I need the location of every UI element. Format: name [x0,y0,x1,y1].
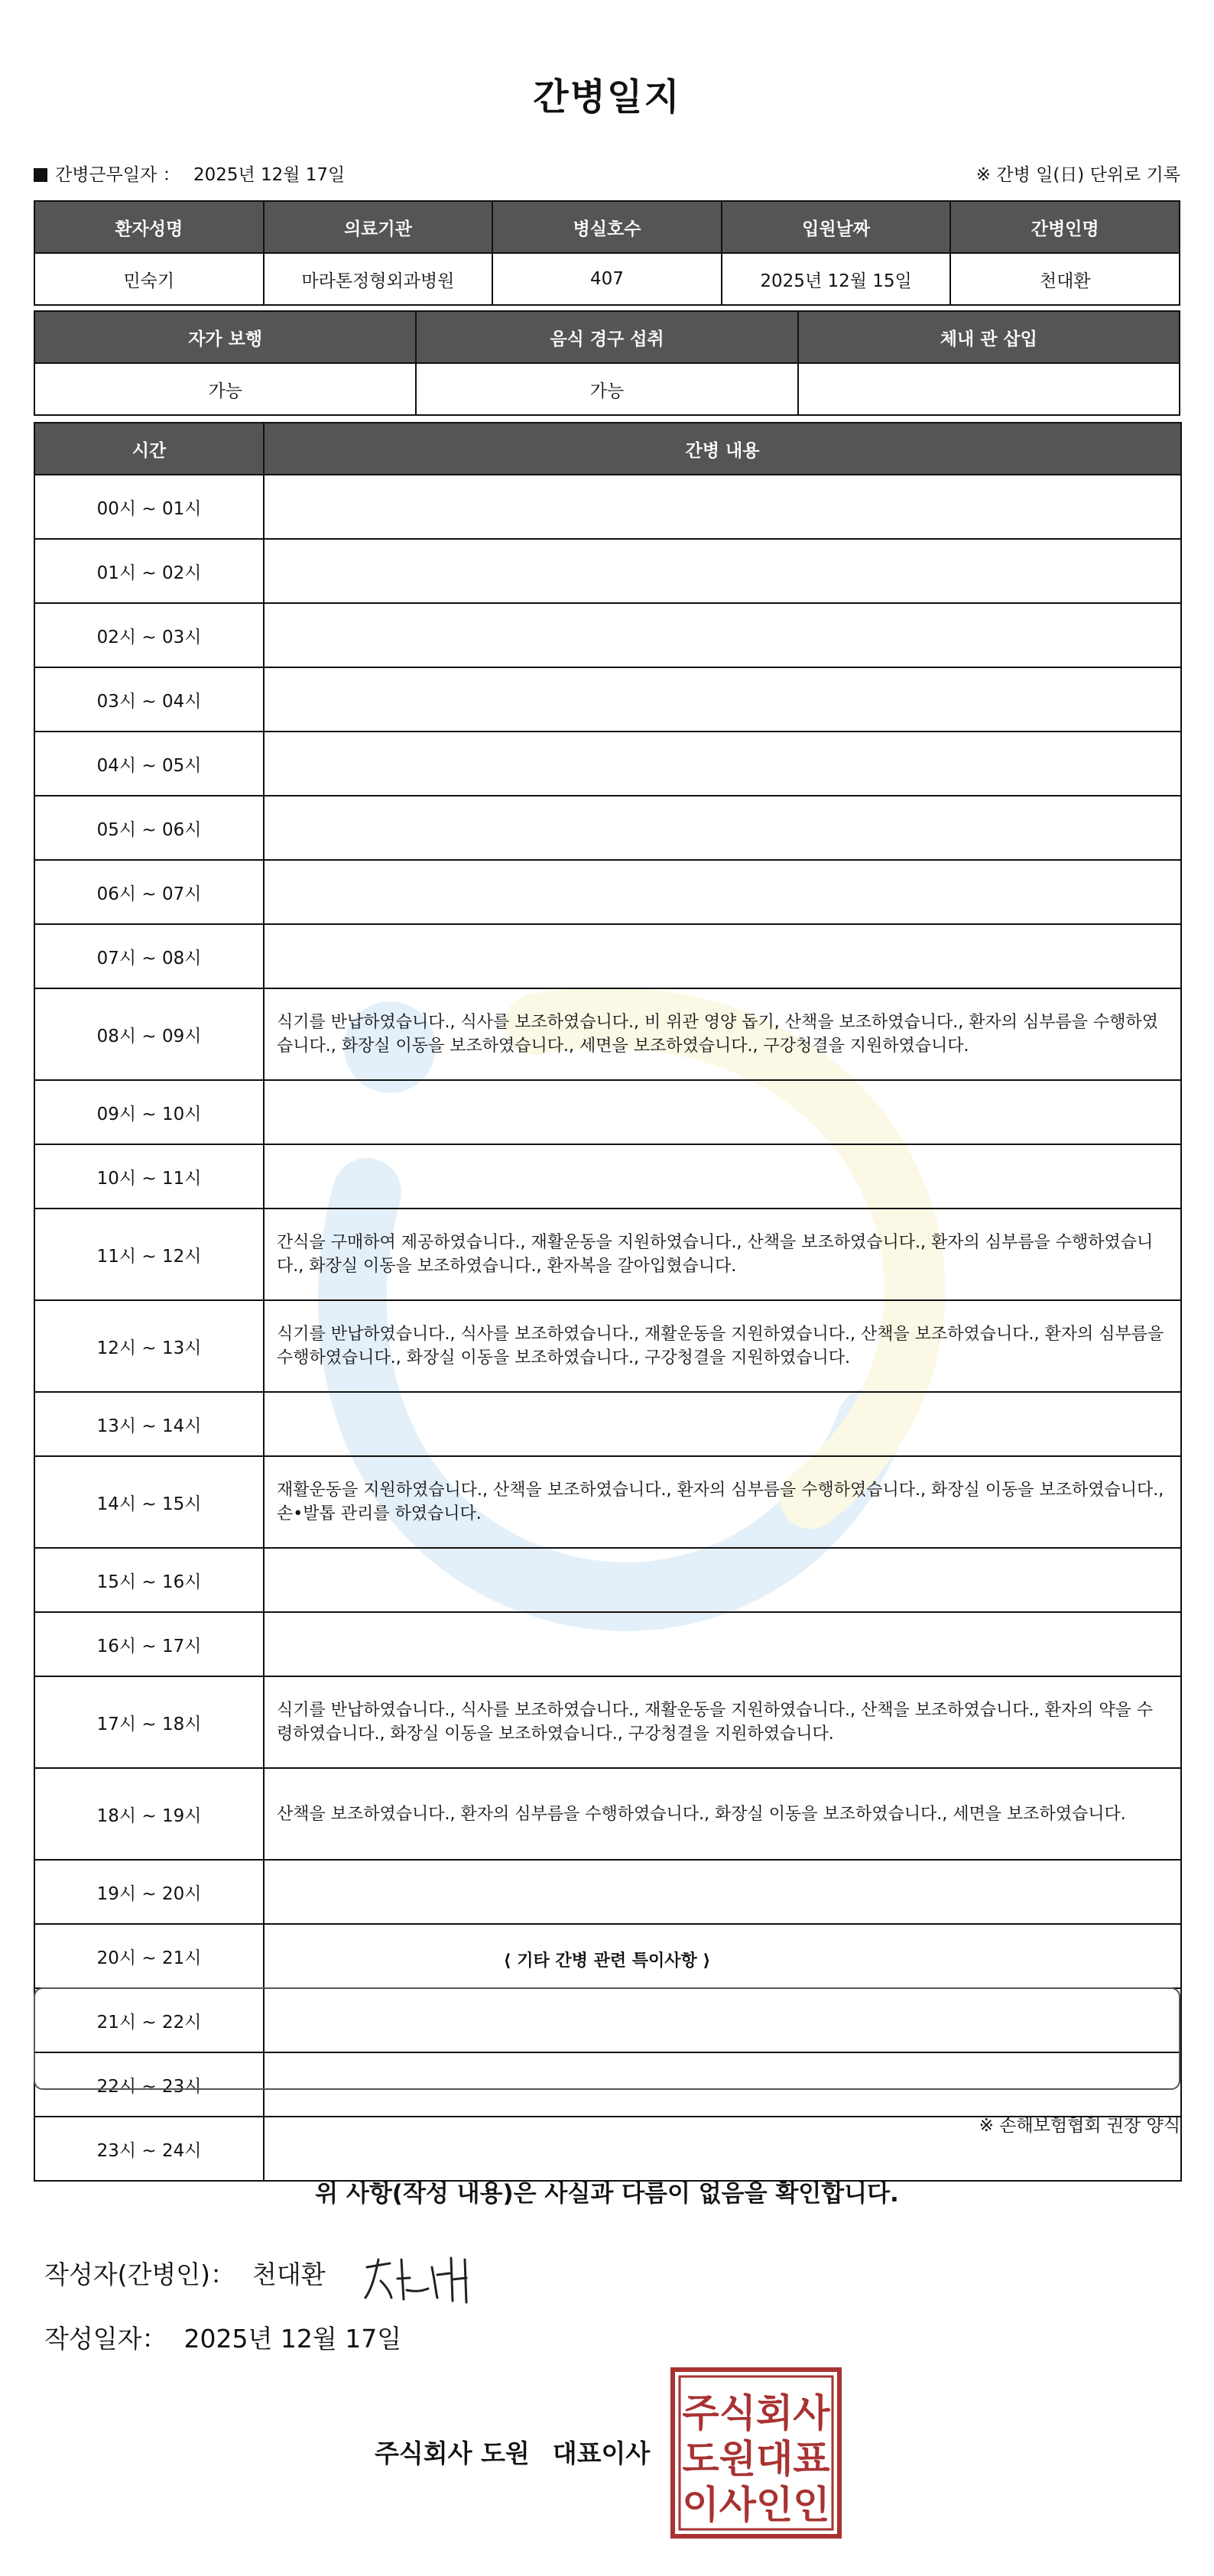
date-label: 작성일자： [44,2324,167,2354]
header-admission-date: 입원날짜 [722,201,951,253]
log-content [264,1612,1181,1676]
log-content [264,1548,1181,1612]
log-content [264,860,1181,924]
log-content [264,1860,1181,1924]
caregiver-name: 천대환 [950,253,1180,305]
patient-info-table [34,200,1180,306]
log-content [264,539,1181,603]
log-time: 00시 ~ 01시 [34,475,264,539]
tube-insertion-value [798,363,1180,415]
log-time: 09시 ~ 10시 [34,1080,264,1144]
log-content [264,732,1181,796]
seal-line-3: 이사인인 [682,2483,830,2527]
log-content [264,796,1181,860]
log-row [34,667,1181,732]
patient-name: 민숙기 [34,253,264,305]
log-time: 21시 ~ 22시 [34,1988,264,2052]
log-row [34,1456,1181,1548]
special-notes-box [34,1987,1180,2090]
log-content [264,1144,1181,1209]
log-time: 12시 ~ 13시 [34,1300,264,1392]
log-time: 11시 ~ 12시 [34,1209,264,1300]
work-date-label: 간병근무일자 ： [55,165,180,185]
header-caregiver-name: 간병인명 [950,201,1180,253]
header-room: 병실호수 [492,201,722,253]
log-content: 식기를 반납하였습니다., 식사를 보조하였습니다., 재활운동을 지원하였습니다., 산책을 보조하였습니다., 환자의 심부름을 수행하였습니다., 화장실 이동을 보조하였습니다., 구강청결을 지원하였습니다. [264,1300,1181,1392]
header-time: 시간 [34,423,264,475]
log-time: 17시 ~ 18시 [34,1676,264,1768]
log-row [34,1612,1181,1676]
company-signature-line [375,2434,650,2470]
log-content [264,924,1181,988]
log-row [34,1768,1181,1860]
log-row [34,1209,1181,1300]
log-content: 산책을 보조하였습니다., 환자의 심부름을 수행하였습니다., 화장실 이동을 보조하였습니다., 세면을 보조하였습니다. [264,1768,1181,1860]
log-time: 10시 ~ 11시 [34,1144,264,1209]
log-row [34,1676,1181,1768]
log-time: 04시 ~ 05시 [34,732,264,796]
log-time: 14시 ~ 15시 [34,1456,264,1548]
header-care-content: 간병 내용 [264,423,1181,475]
log-row [34,475,1181,539]
self-walking-value: 가능 [34,363,416,415]
log-row [34,1392,1181,1456]
log-time: 08시 ~ 09시 [34,988,264,1080]
company-name: 주식회사 도원 [375,2438,530,2468]
notes-title: ⟨ 기타 간병 관련 특이사항 ⟩ [503,1951,711,1971]
log-row [34,860,1181,924]
header-tube-insertion: 체내 관 삽입 [798,311,1180,363]
log-time: 20시 ~ 21시 [34,1924,264,1988]
log-content [264,475,1181,539]
writer-name: 천대환 [252,2260,326,2289]
recommended-form-note: ※ 손해보험협회 권장 양식 [979,2116,1180,2136]
work-date-value: 2025년 12월 17일 [193,165,346,185]
admission-date: 2025년 12월 15일 [722,253,951,305]
log-time: 01시 ~ 02시 [34,539,264,603]
log-row [34,1860,1181,1924]
log-row [34,1080,1181,1144]
unit-note: ※ 간병 일(日) 단위로 기록 [975,165,1180,185]
header-patient-name: 환자성명 [34,201,264,253]
writer-label: 작성자(간병인)： [44,2260,236,2289]
log-time: 19시 ~ 20시 [34,1860,264,1924]
log-content: 간식을 구매하여 제공하였습니다., 재활운동을 지원하였습니다., 산책을 보조하였습니다., 환자의 심부름을 수행하였습니다., 화장실 이동을 보조하였습니다., 환자복을 갈아입혔습니다. [264,1209,1181,1300]
writer-line [44,2255,326,2291]
log-time: 05시 ~ 06시 [34,796,264,860]
log-time: 23시 ~ 24시 [34,2117,264,2181]
log-row [34,539,1181,603]
company-seal-stamp [670,2367,842,2539]
log-time: 07시 ~ 08시 [34,924,264,988]
log-content [264,1080,1181,1144]
log-time: 15시 ~ 16시 [34,1548,264,1612]
room-number: 407 [492,253,722,305]
handwritten-signature [359,2244,489,2313]
date-value: 2025년 12월 17일 [183,2324,402,2354]
confirmation-statement: 위 사항(작성 내용)은 사실과 다름이 없음을 확인합니다. [315,2180,899,2208]
work-date-line [34,161,345,186]
patient-ability-table [34,310,1180,416]
hourly-care-log-table [34,422,1182,2182]
header-hospital: 의료기관 [264,201,493,253]
log-row [34,924,1181,988]
log-time: 02시 ~ 03시 [34,603,264,667]
written-date-line [44,2319,401,2355]
log-content [264,603,1181,667]
log-row [34,988,1181,1080]
seal-line-2: 도원대표 [682,2437,830,2481]
log-time: 22시 ~ 23시 [34,2052,264,2117]
company-representative: 대표이사 [552,2438,651,2468]
log-row [34,1144,1181,1209]
care-log-rows [34,475,1181,2181]
log-row [34,603,1181,667]
log-time: 06시 ~ 07시 [34,860,264,924]
log-row [34,1300,1181,1392]
log-row [34,732,1181,796]
seal-line-1: 주식회사 [682,2391,830,2435]
log-time: 16시 ~ 17시 [34,1612,264,1676]
header-oral-intake: 음식 경구 섭취 [416,311,797,363]
log-content: 식기를 반납하였습니다., 식사를 보조하였습니다., 재활운동을 지원하였습니다., 산책을 보조하였습니다., 환자의 약을 수령하였습니다., 화장실 이동을 보조하였습니다., 구강청결을 지원하였습니다. [264,1676,1181,1768]
log-content [264,1392,1181,1456]
oral-intake-value: 가능 [416,363,797,415]
log-row [34,1548,1181,1612]
log-content: 재활운동을 지원하였습니다., 산책을 보조하였습니다., 환자의 심부름을 수행하였습니다., 화장실 이동을 보조하였습니다., 손•발톱 관리를 하였습니다. [264,1456,1181,1548]
log-time: 03시 ~ 04시 [34,667,264,732]
header-self-walking: 자가 보행 [34,311,416,363]
page-title: 간병일지 [533,76,681,118]
log-row [34,796,1181,860]
hospital-name: 마라톤정형외과병원 [264,253,493,305]
log-time: 13시 ~ 14시 [34,1392,264,1456]
square-bullet-icon [34,168,47,182]
log-content [264,667,1181,732]
log-content: 식기를 반납하였습니다., 식사를 보조하였습니다., 비 위관 영양 돕기, 산책을 보조하였습니다., 환자의 심부름을 수행하였습니다., 화장실 이동을 보조하였습니다., 세면을 보조하였습니다., 구강청결을 지원하였습니다. [264,988,1181,1080]
log-time: 18시 ~ 19시 [34,1768,264,1860]
